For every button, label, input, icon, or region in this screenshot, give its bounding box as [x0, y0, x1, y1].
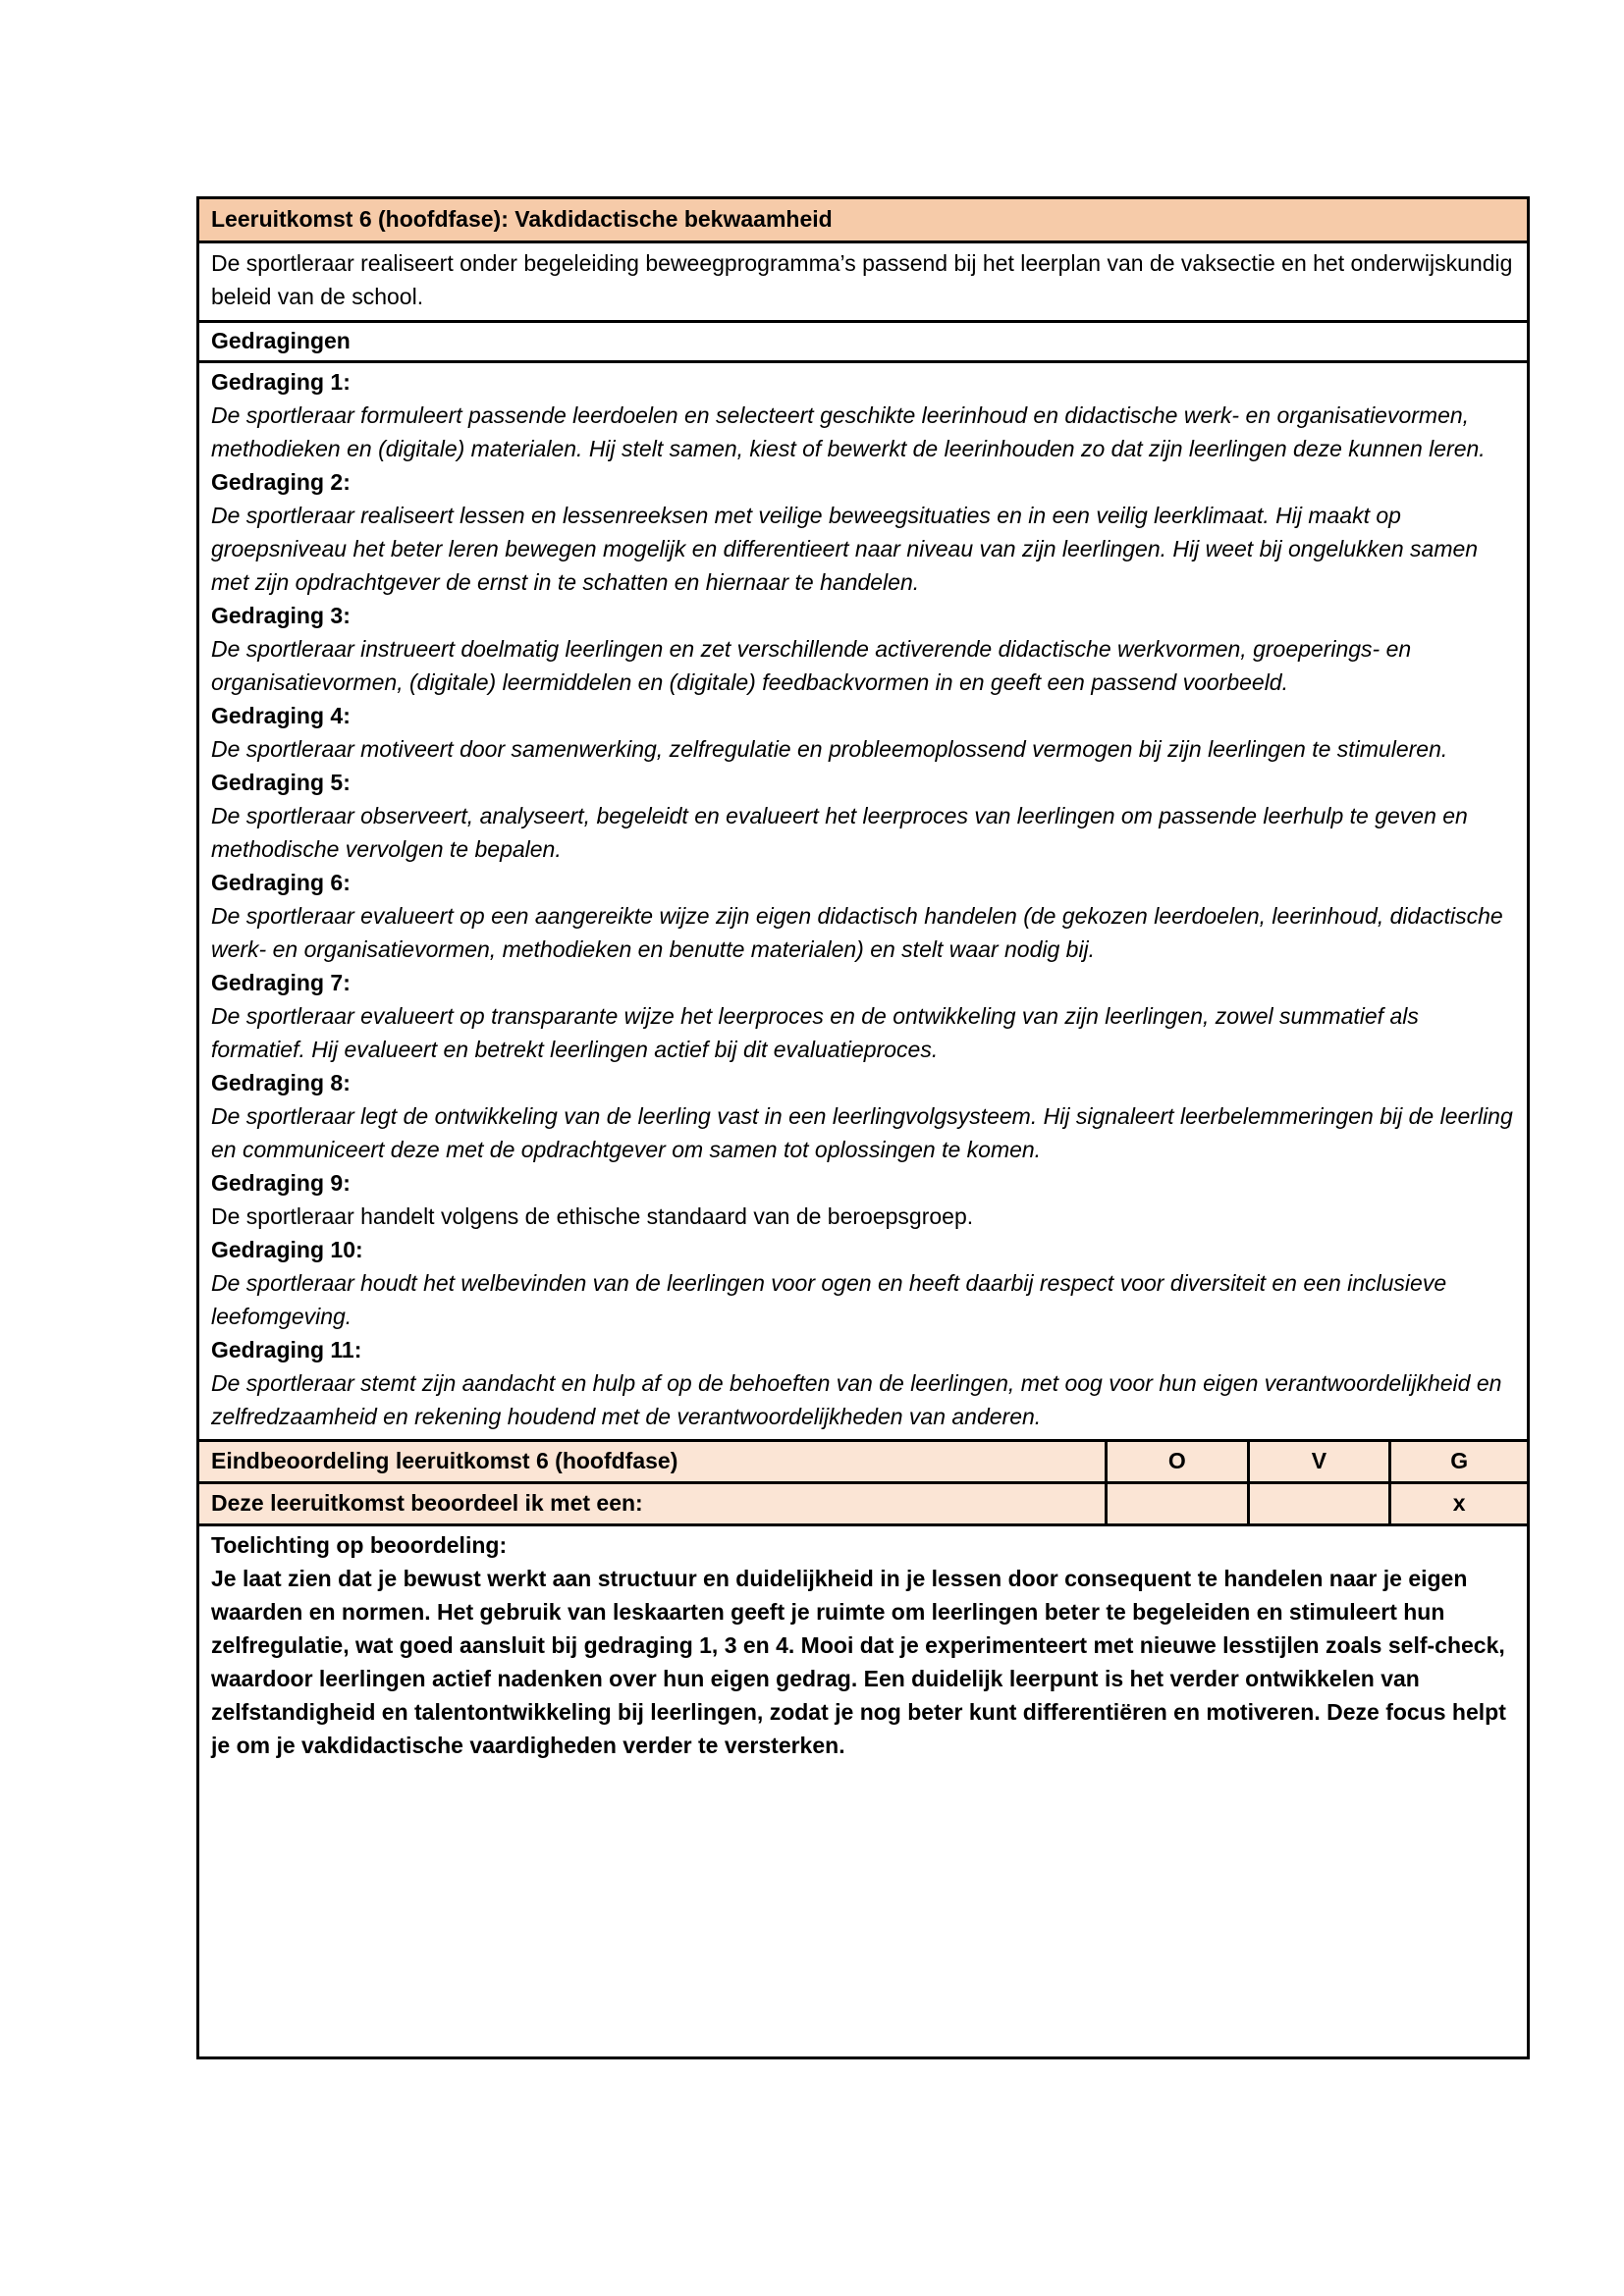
behavior-text: De sportleraar evalueert op een aangereikte wijze zijn eigen didactisch handelen (de gekozen leerdoelen, leerinhoud, didactische werk- en organisatievormen, methodieken en benutte materialen) en stelt waar nodig bij. [211, 903, 1503, 962]
behavior-text: De sportleraar evalueert op transparante wijze het leerproces en de ontwikkeling van zijn leerlingen, zowel summatief als formatief. Hij evalueert en betrekt leerlingen actief bij dit evaluatieproces. [211, 1003, 1419, 1062]
behavior-label: Gedraging 4: [211, 703, 351, 728]
behavior-item [211, 866, 1513, 966]
behavior-label: Gedraging 5: [211, 770, 351, 795]
behavior-item [211, 465, 1513, 599]
behavior-label: Gedraging 1: [211, 369, 351, 395]
behavior-label: Gedraging 9: [211, 1170, 351, 1196]
assessment-rubric-table [196, 196, 1530, 2059]
g-mark-cell[interactable]: x [1388, 1484, 1527, 1523]
toelichting-cell [199, 1526, 1527, 2056]
behavior-label: Gedraging 3: [211, 603, 351, 628]
final-assessment-header-row [199, 1442, 1527, 1484]
behavior-item [211, 599, 1513, 699]
behavior-text: De sportleraar formuleert passende leerdoelen en selecteert geschikte leerinhoud en didactische werk- en organisatievormen, methodieken en (digitale) materialen. Hij stelt samen, kiest of bewerkt de leerinhouden zo dat zijn leerlingen deze kunnen leren. [211, 402, 1486, 461]
o-mark-cell[interactable] [1105, 1484, 1247, 1523]
toelichting-label: Toelichting op beoordeling: [211, 1532, 508, 1558]
toelichting-text: Je laat zien dat je bewust werkt aan structuur en duidelijkheid in je lessen door consequent te handelen naar je eigen waarden en normen. Het gebruik van leskaarten geeft je ruimte om leerlingen beter te begeleiden en stimuleert hun zelfregulatie, wat goed aansluit bij gedraging 1, 3 en 4. Mooi dat je experimenteert met nieuwe lesstijlen zoals self-check, waardoor leerlingen actief nadenken over hun eigen gedrag. Een duidelijk leerpunt is het verder ontwikkelen van zelfstandigheid en talentontwikkeling bij leerlingen, zodat je nog beter kunt differentiëren en motiveren. Deze focus helpt je om je vakdidactische vaardigheden verder te versterken. [211, 1566, 1506, 1758]
behavior-text: De sportleraar handelt volgens de ethische standaard van de beroepsgroep. [211, 1203, 974, 1229]
grade-column-g: G [1388, 1442, 1527, 1481]
behavior-text: De sportleraar houdt het welbevinden van de leerlingen voor ogen en heeft daarbij respect voor diversiteit en een inclusieve leefomgeving. [211, 1270, 1447, 1329]
behavior-label: Gedraging 11: [211, 1337, 362, 1362]
behavior-text: De sportleraar motiveert door samenwerking, zelfregulatie en probleemoplossend vermogen bij zijn leerlingen te stimuleren. [211, 736, 1448, 762]
behavior-label: Gedraging 6: [211, 870, 351, 895]
final-assessment-label: Eindbeoordeling leeruitkomst 6 (hoofdfase) [211, 1448, 678, 1473]
behavior-item [211, 1066, 1513, 1166]
rating-row [199, 1484, 1527, 1526]
behavior-label: Gedraging 7: [211, 970, 351, 995]
learning-outcome-description-row [199, 243, 1527, 323]
behavior-item [211, 365, 1513, 465]
behavior-label: Gedraging 10: [211, 1237, 363, 1262]
behavior-text: De sportleraar realiseert lessen en lessenreeksen met veilige beweegsituaties en in een veilig leerklimaat. Hij maakt op groepsniveau het beter leren bewegen mogelijk en differentieert naar niveau van zijn leerlingen. Hij weet bij ongelukken samen met zijn opdrachtgever de ernst in te schatten en hiernaar te handelen. [211, 503, 1479, 595]
behavior-item [211, 699, 1513, 766]
behavior-text: De sportleraar observeert, analyseert, begeleidt en evalueert het leerproces van leerlingen om passende leerhulp te geven en methodische vervolgen te bepalen. [211, 803, 1468, 862]
behavior-text: De sportleraar stemt zijn aandacht en hulp af op de behoeften van de leerlingen, met oog voor hun eigen verantwoordelijkheid en zelfredzaamheid en rekening houdend met de verantwoordelijkheden van anderen. [211, 1370, 1502, 1429]
behaviors-list-cell [199, 363, 1527, 1442]
behavior-item [211, 1233, 1513, 1333]
behaviors-section-header [199, 323, 1527, 363]
behavior-text: De sportleraar legt de ontwikkeling van de leerling vast in een leerlingvolgsysteem. Hij signaleert leerbelemmeringen bij de leerling en communiceert deze met de opdrachtgever om samen tot oplossingen te komen. [211, 1103, 1513, 1162]
learning-outcome-description: De sportleraar realiseert onder begeleiding beweegprogramma’s passend bij het leerplan van de vaksectie en het onderwijskundig beleid van de school. [211, 250, 1513, 309]
grade-column-v: V [1247, 1442, 1389, 1481]
behavior-text: De sportleraar instrueert doelmatig leerlingen en zet verschillende activerende didactische werkvormen, groeperings- en organisatievormen, (digitale) leermiddelen en (digitale) feedbackvormen in en geeft een passend voorbeeld. [211, 636, 1412, 695]
rubric-title-row [199, 199, 1527, 243]
behavior-item [211, 966, 1513, 1066]
rubric-title: Leeruitkomst 6 (hoofdfase): Vakdidactische bekwaamheid [211, 206, 833, 232]
grade-column-o: O [1105, 1442, 1247, 1481]
rating-label: Deze leeruitkomst beoordeel ik met een: [211, 1490, 643, 1516]
behavior-item [211, 1333, 1513, 1433]
behavior-item [211, 766, 1513, 866]
v-mark-cell[interactable] [1247, 1484, 1389, 1523]
behaviors-header-label: Gedragingen [211, 328, 351, 353]
behavior-label: Gedraging 2: [211, 469, 351, 495]
behavior-label: Gedraging 8: [211, 1070, 351, 1095]
behavior-item [211, 1166, 1513, 1233]
